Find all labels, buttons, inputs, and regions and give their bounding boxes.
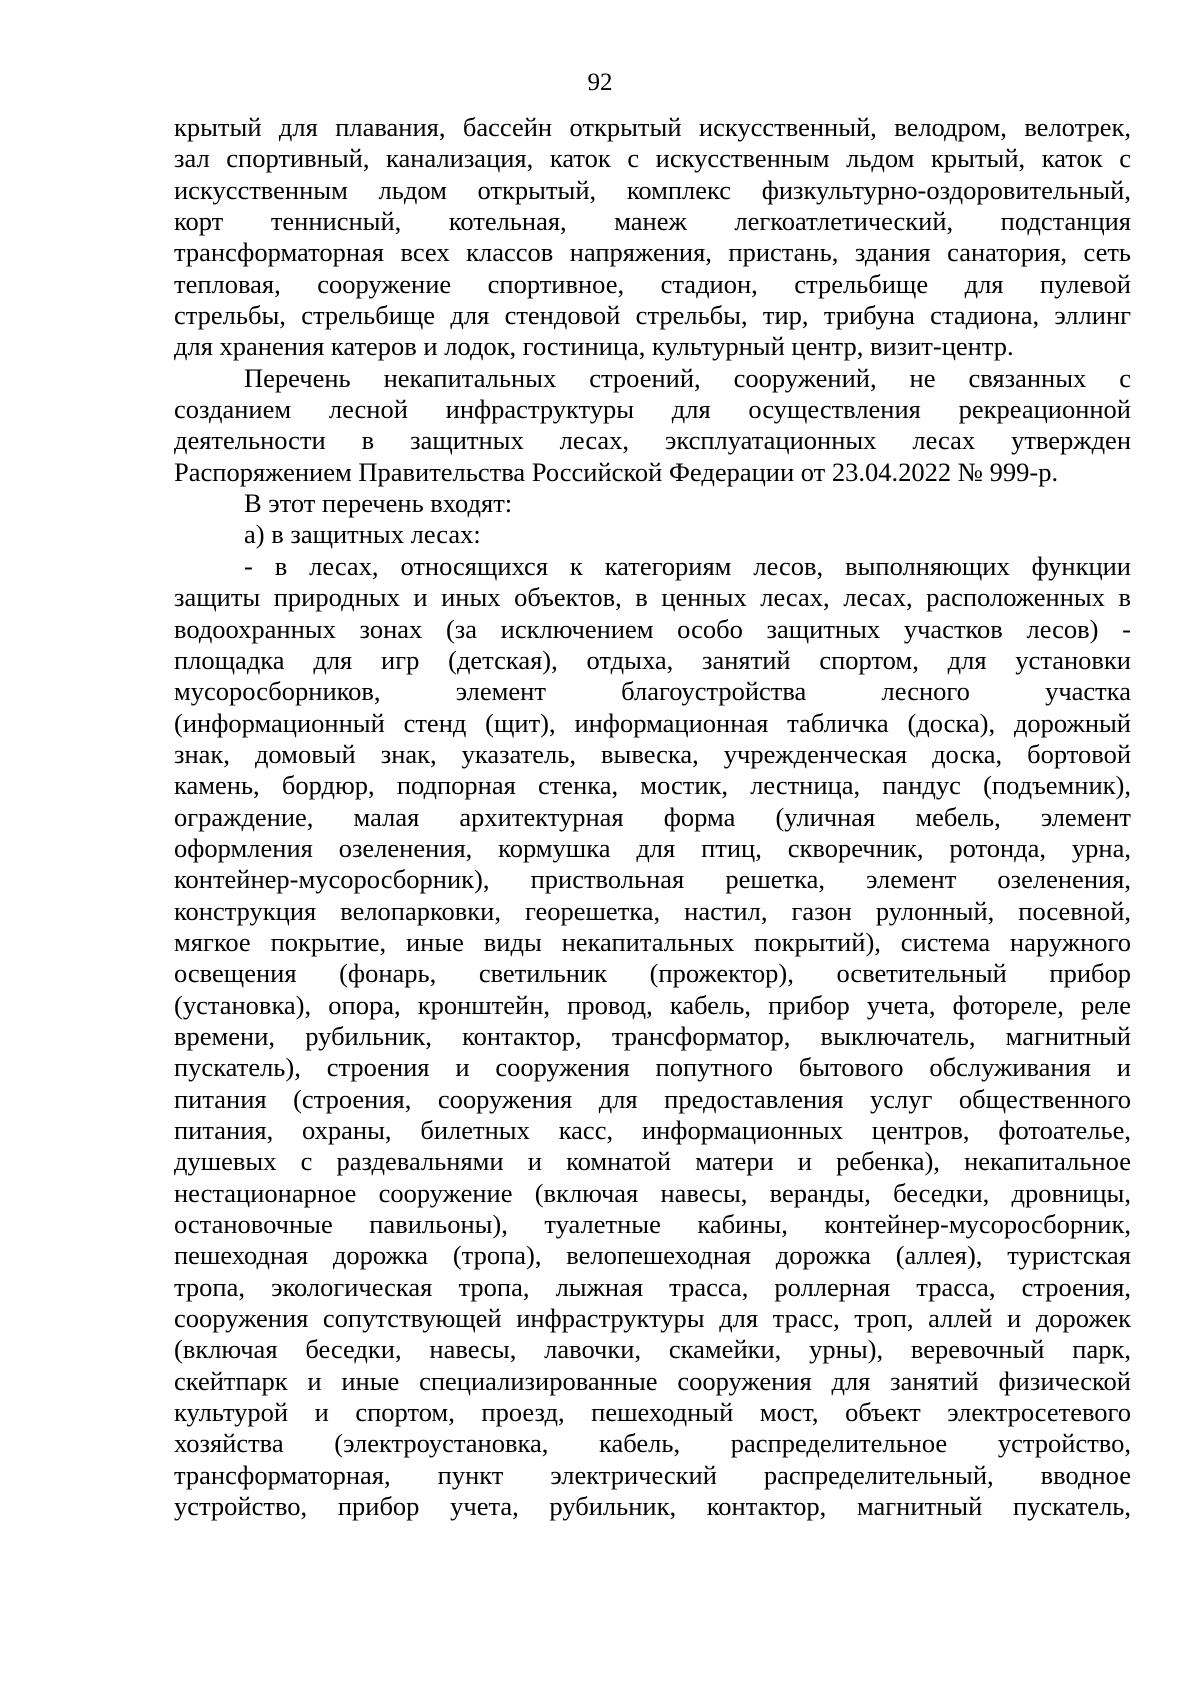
text-line: контейнер-мусоросборник), приствольная решетка, элемент озеленения, — [174, 864, 1131, 895]
text-line: питания, охраны, билетных касс, информационных центров, фотоателье, — [174, 1115, 1131, 1145]
text-line: корт теннисный, котельная, манеж легкоатлетический, подстанция — [174, 206, 1131, 237]
text-line: стрельбы, стрельбище для стендовой стрельбы, тир, трибуна стадиона, эллинг — [174, 300, 1131, 331]
text-line: созданием лесной инфраструктуры для осуществления рекреационной — [174, 394, 1131, 425]
text-line: зал спортивный, канализация, каток с искусственным льдом крытый, каток с — [174, 143, 1131, 174]
paragraph-protective-forests-items — [174, 551, 1131, 1523]
text-line: камень, бордюр, подпорная стенка, мостик, лестница, пандус (подъемник), — [174, 770, 1131, 801]
text-line: знак, домовый знак, указатель, вывеска, учрежденческая доска, бортовой — [174, 738, 1131, 769]
paragraph-protective-forests-heading — [174, 519, 1131, 550]
text-line: для хранения катеров и лодок, гостиница, культурный центр, визит-центр. — [174, 331, 1014, 362]
text-line: площадка для игр (детская), отдыха, занятий спортом, для установки — [174, 644, 1131, 675]
text-line: ограждение, малая архитектурная форма (уличная мебель, элемент — [174, 801, 1131, 832]
text-line: (информационный стенд (щит), информационная табличка (доска), дорожный — [174, 707, 1131, 738]
text-line: оформления озеленения, кормушка для птиц, скворечник, ротонда, урна, — [174, 832, 1131, 863]
text-line: а) в защитных лесах: — [244, 519, 481, 550]
text-line: Перечень некапитальных строений, сооружений, не связанных с — [244, 362, 1131, 393]
text-line: защиты природных и иных объектов, в ценных лесах, лесах, расположенных в — [174, 582, 1131, 613]
text-line: времени, рубильник, контактор, трансформатор, выключатель, магнитный — [174, 1020, 1131, 1051]
text-line: деятельности в защитных лесах, эксплуатационных лесах утвержден — [174, 425, 1131, 456]
text-line: душевых с раздевальнями и комнатой матери и ребенка), некапитальное — [174, 1146, 1131, 1177]
text-line: водоохранных зонах (за исключением особо защитных участков лесов) - — [174, 613, 1131, 644]
paragraph-list-intro — [174, 488, 1131, 519]
text-line: трансформаторная, пункт электрический распределительный, вводное — [174, 1459, 1131, 1490]
text-line: трансформаторная всех классов напряжения, пристань, здания санатория, сеть — [174, 237, 1131, 268]
text-line: мягкое покрытие, иные виды некапитальных покрытий), система наружного — [174, 926, 1131, 957]
text-line: В этот перечень входят: — [244, 488, 513, 519]
paragraph-sports-facilities — [174, 112, 1131, 363]
text-line: культурой и спортом, проезд, пешеходный мост, объект электросетевого — [174, 1397, 1131, 1428]
text-line: Распоряжением Правительства Российской Федерации от 23.04.2022 № 999-р. — [174, 456, 1059, 487]
text-line: тропа, экологическая тропа, лыжная трасса, роллерная трасса, строения, — [174, 1271, 1131, 1302]
text-line: хозяйства (электроустановка, кабель, распределительное устройство, — [174, 1428, 1131, 1459]
text-line: - в лесах, относящихся к категориям лесов, выполняющих функции — [244, 550, 1131, 581]
text-line: (установка), опора, кронштейн, провод, кабель, прибор учета, фотореле, реле — [174, 989, 1131, 1020]
text-line: крытый для плавания, бассейн открытый искусственный, велодром, велотрек, — [174, 112, 1131, 142]
text-line: освещения (фонарь, светильник (прожектор), осветительный прибор — [174, 958, 1131, 989]
text-line: питания (строения, сооружения для предоставления услуг общественного — [174, 1083, 1131, 1114]
text-line: сооружения сопутствующей инфраструктуры для трасс, троп, аллей и дорожек — [174, 1303, 1131, 1334]
text-line: мусоросборников, элемент благоустройства лесного участка — [174, 676, 1131, 707]
text-line: пускатель), строения и сооружения попутного бытового обслуживания и — [174, 1052, 1131, 1083]
text-line: (включая беседки, навесы, лавочки, скамейки, урны), веревочный парк, — [174, 1334, 1131, 1365]
text-line: устройство, прибор учета, рубильник, контактор, магнитный пускатель, — [174, 1491, 1131, 1522]
text-line: скейтпарк и иные специализированные сооружения для занятий физической — [174, 1365, 1131, 1396]
page-number: 92 — [587, 69, 613, 96]
text-line: тепловая, сооружение спортивное, стадион, стрельбище для пулевой — [174, 268, 1131, 299]
text-line: конструкция велопарковки, георешетка, настил, газон рулонный, посевной, — [174, 895, 1131, 926]
document-body — [174, 112, 1131, 1522]
text-line: остановочные павильоны), туалетные кабины, контейнер-мусоросборник, — [174, 1209, 1131, 1240]
text-line: пешеходная дорожка (тропа), велопешеходная дорожка (аллея), туристская — [174, 1240, 1131, 1271]
paragraph-non-capital-list-reference — [174, 363, 1131, 488]
text-line: нестационарное сооружение (включая навесы, веранды, беседки, дровницы, — [174, 1177, 1131, 1208]
text-line: искусственным льдом открытый, комплекс физкультурно-оздоровительный, — [174, 174, 1131, 205]
